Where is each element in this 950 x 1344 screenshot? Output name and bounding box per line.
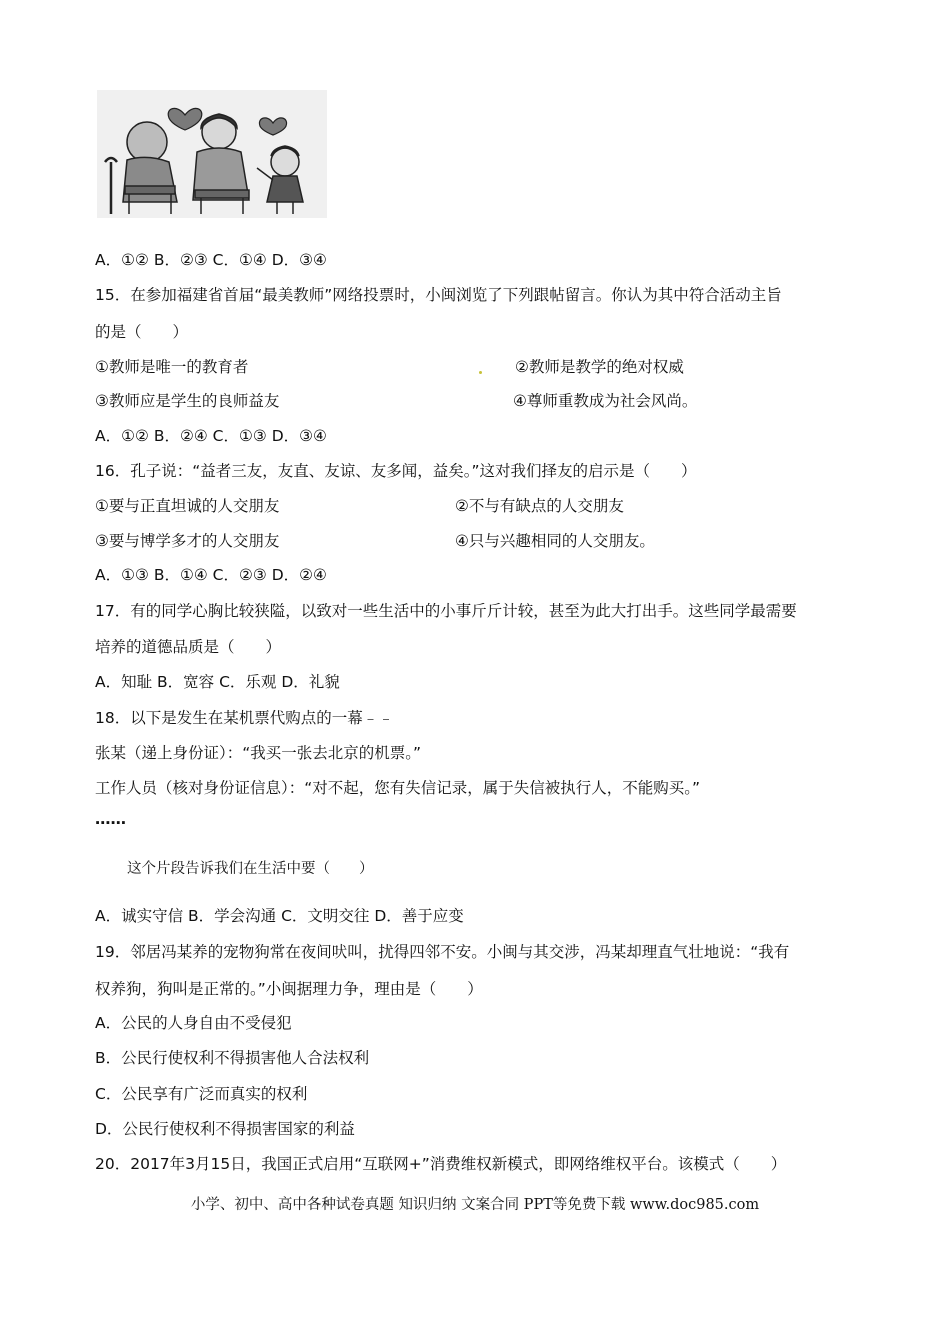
q17-stem: 17．有的同学心胸比较狭隘，以致对一些生活中的小事斤斤计较，甚至为此大打出手。这些同学最需要 <box>95 602 797 620</box>
q17-options: A．知耻 B．宽容 C．乐观 D．礼貌 <box>95 673 340 691</box>
q16-stem: 16．孔子说：“益者三友，友直、友谅、友多闻，益矣。”这对我们择友的启示是（ ） <box>95 462 697 480</box>
q15-stem: 15．在参加福建省首届“最美教师”网络投票时，小闽浏览了下列跟帖留言。你认为其中符合活动主旨 <box>95 286 782 304</box>
stray-dot <box>479 371 482 374</box>
q18-ellipsis: …… <box>95 810 126 828</box>
q18-dialog-2: 工作人员（核对身份证信息）：“对不起，您有失信记录，属于失信被执行人，不能购买。” <box>95 779 701 797</box>
q16-item-3: ③要与博学多才的人交朋友 <box>95 532 280 550</box>
q18-stem: 18．以下是发生在某机票代购点的一幕﹣﹣ <box>95 709 394 727</box>
q19-option-c: C．公民享有广泛而真实的权利 <box>95 1085 308 1103</box>
q15-item-4: ④尊师重教成为社会风尚。 <box>513 392 698 410</box>
q19-stem-cont: 权养狗，狗叫是正常的。”小闽据理力争，理由是（ ） <box>95 980 483 998</box>
q15-item-3: ③教师应是学生的良师益友 <box>95 392 280 410</box>
q19-option-a: A．公民的人身自由不受侵犯 <box>95 1014 292 1032</box>
family-respect-illustration <box>97 90 327 218</box>
q19-option-b: B．公民行使权利不得损害他人合法权利 <box>95 1049 370 1067</box>
q17-stem-cont: 培养的道德品质是（ ） <box>95 638 282 656</box>
q19-option-d: D．公民行使权利不得损害国家的利益 <box>95 1120 355 1138</box>
q18-options: A．诚实守信 B．学会沟通 C．文明交往 D．善于应变 <box>95 907 464 925</box>
q15-stem-cont: 的是（ ） <box>95 323 189 341</box>
q15-options: A．①② B．②④ C．①③ D．③④ <box>95 427 327 445</box>
q14-options: A．①② B．②③ C．①④ D．③④ <box>95 251 327 269</box>
q18-dialog-1: 张某（递上身份证）：“我买一张去北京的机票。” <box>95 744 422 762</box>
q18-question: 这个片段告诉我们在生活中要（ ） <box>127 861 374 877</box>
q16-options: A．①③ B．①④ C．②③ D．②④ <box>95 566 327 584</box>
q16-item-4: ④只与兴趣相同的人交朋友。 <box>455 532 655 550</box>
q16-item-2: ②不与有缺点的人交朋友 <box>455 497 624 515</box>
q19-stem: 19．邻居冯某养的宠物狗常在夜间吠叫，扰得四邻不安。小闽与其交涉，冯某却理直气壮地说：“我有 <box>95 943 790 961</box>
q15-item-1: ①教师是唯一的教育者 <box>95 358 249 376</box>
q20-stem: 20．2017年3月15日，我国正式启用“互联网+”消费维权新模式，即网络维权平台。该模式（ ） <box>95 1155 787 1173</box>
q16-item-1: ①要与正直坦诚的人交朋友 <box>95 497 280 515</box>
page-footer: 小学、初中、高中各种试卷真题 知识归纳 文案合同 PPT等免费下载 www.doc985.com <box>190 1197 760 1213</box>
q15-item-2: ②教师是教学的绝对权威 <box>515 358 684 376</box>
